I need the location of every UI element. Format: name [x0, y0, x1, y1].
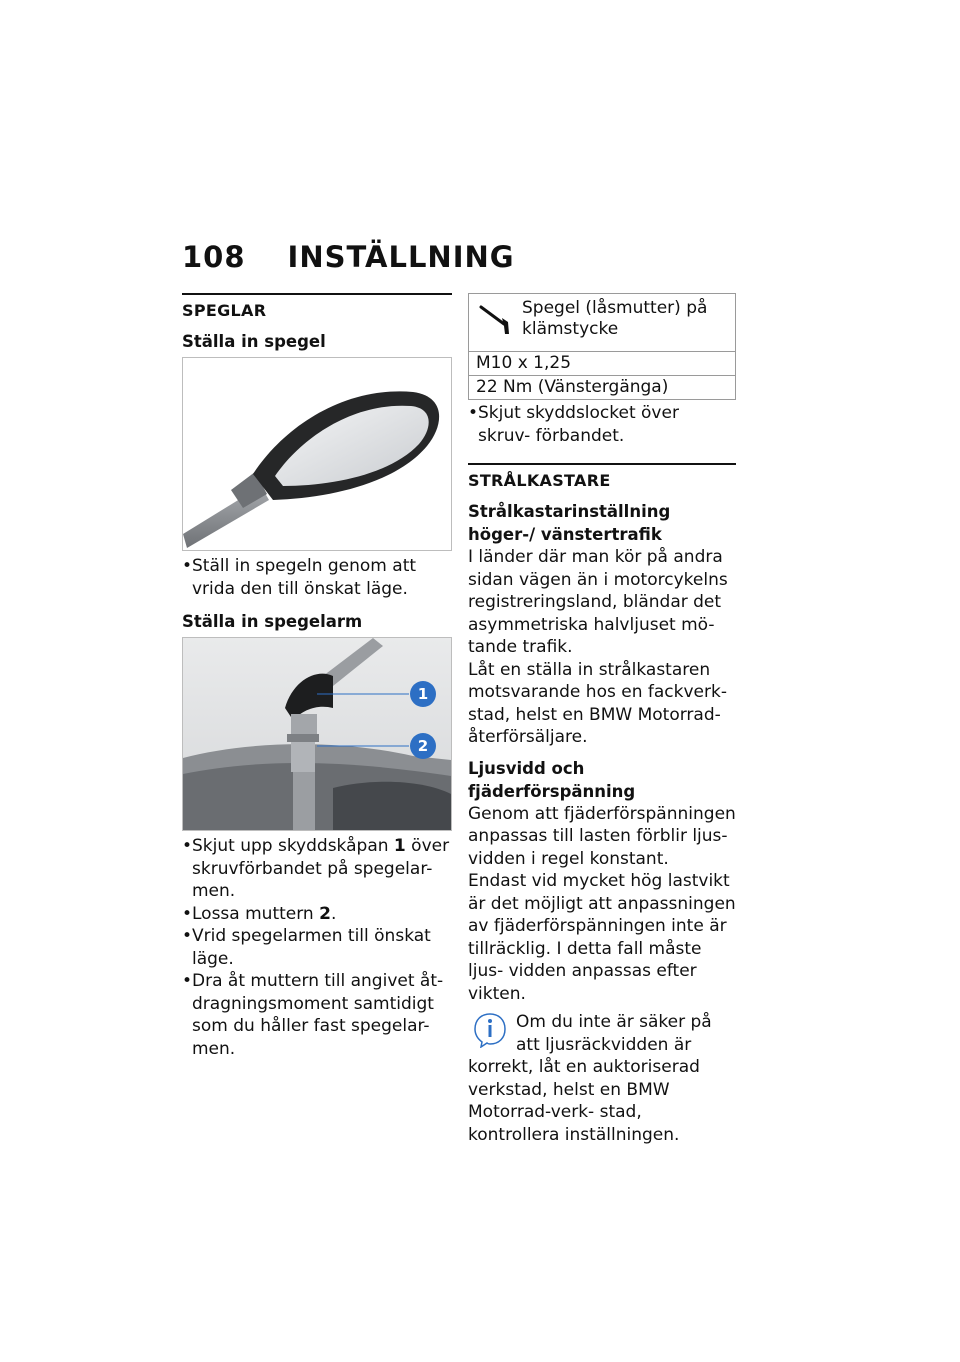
spec-title: Spegel (låsmutter) på klämstycke: [522, 298, 708, 339]
section-heading-mirrors: SPEGLAR: [182, 301, 267, 320]
spec-torque: 22 Nm (Vänstergänga): [469, 376, 736, 400]
mirror-arm-illustration: [183, 638, 451, 830]
page-header: [182, 240, 515, 274]
subheading-beam-range: Ljusvidd och fjäderförspänning: [468, 758, 636, 801]
right-column: [468, 293, 736, 1146]
paragraph: I länder där man kör på andra sidan vägen än i motorcykelns registreringsland, bländar det asymmetriska halvljuset mö- tande trafik.: [468, 547, 728, 657]
step-text: över skruvförbandet på spegelar- men.: [192, 836, 450, 901]
section-heading-headlight: STRÅLKASTARE: [468, 471, 611, 490]
paragraph: Endast vid mycket hög lastvikt är det möjligt att anpassningen av fjäderförspänningen inte är tillräcklig. I detta fall måste ljus- vidden anpassas efter vikten.: [468, 871, 736, 1004]
mirror-steps: [182, 555, 452, 600]
list-item: • Dra åt muttern till angivet åt- dragningsmoment samtidigt som du håller fast spegelar- men.: [182, 970, 452, 1060]
ref-number-1: 1: [393, 836, 406, 856]
left-column: [182, 293, 452, 1060]
section-rule: [182, 293, 452, 295]
spec-thread: M10 x 1,25: [469, 352, 736, 376]
list-item: • Vrid spegelarmen till önskat läge.: [182, 925, 452, 970]
period: .: [330, 903, 337, 924]
chapter-title: INSTÄLLNING: [287, 240, 515, 274]
paragraph: Genom att fjäderförspänningen anpassas till lasten förblir ljus- vidden i regel konstant.: [468, 803, 736, 869]
paragraph: Låt en ställa in strålkastaren motsvarande hos en fackverk- stad, helst en BMW Motorrad- återförsäljare.: [468, 659, 727, 747]
list-item: [182, 903, 452, 926]
list-item: • Ställ in spegeln genom att vrida den till önskat läge.: [182, 555, 452, 600]
mirror-figure: [182, 357, 452, 551]
spec-title-cell: [469, 294, 736, 352]
info-icon: [472, 1012, 508, 1048]
list-item: [182, 835, 452, 903]
mirror-arm-steps: [182, 835, 452, 1060]
list-item: • Skjut skyddslocket över skruv- förbandet.: [468, 402, 736, 447]
torque-spec-table: [468, 293, 736, 400]
step-text: Skjut upp skyddskåpan: [192, 836, 389, 856]
step-text: Lossa muttern: [192, 903, 314, 924]
mirror-illustration: [183, 358, 451, 550]
ref-number-2: 2: [319, 903, 331, 924]
subheading-traffic-side: Strålkastarinställning höger-/ vänstertrafik: [468, 502, 671, 544]
mirror-arm-figure: [182, 637, 452, 831]
subheading-adjust-mirror: Ställa in spegel: [182, 332, 326, 351]
section-rule: [468, 463, 736, 465]
subheading-adjust-mirror-arm: Ställa in spegelarm: [182, 612, 363, 631]
callout-2: 2: [410, 733, 436, 759]
page-number: 108: [182, 240, 246, 274]
note-text: Om du inte är säker på att ljusräckvidden är korrekt, låt en auktoriserad verkstad, helst en BMW Motorrad-verk- stad, kontrollera inställningen.: [468, 1012, 712, 1145]
callout-1: 1: [410, 681, 436, 707]
info-note: [468, 1011, 736, 1146]
cover-steps: [468, 402, 736, 447]
torque-wrench-icon: [478, 302, 514, 336]
